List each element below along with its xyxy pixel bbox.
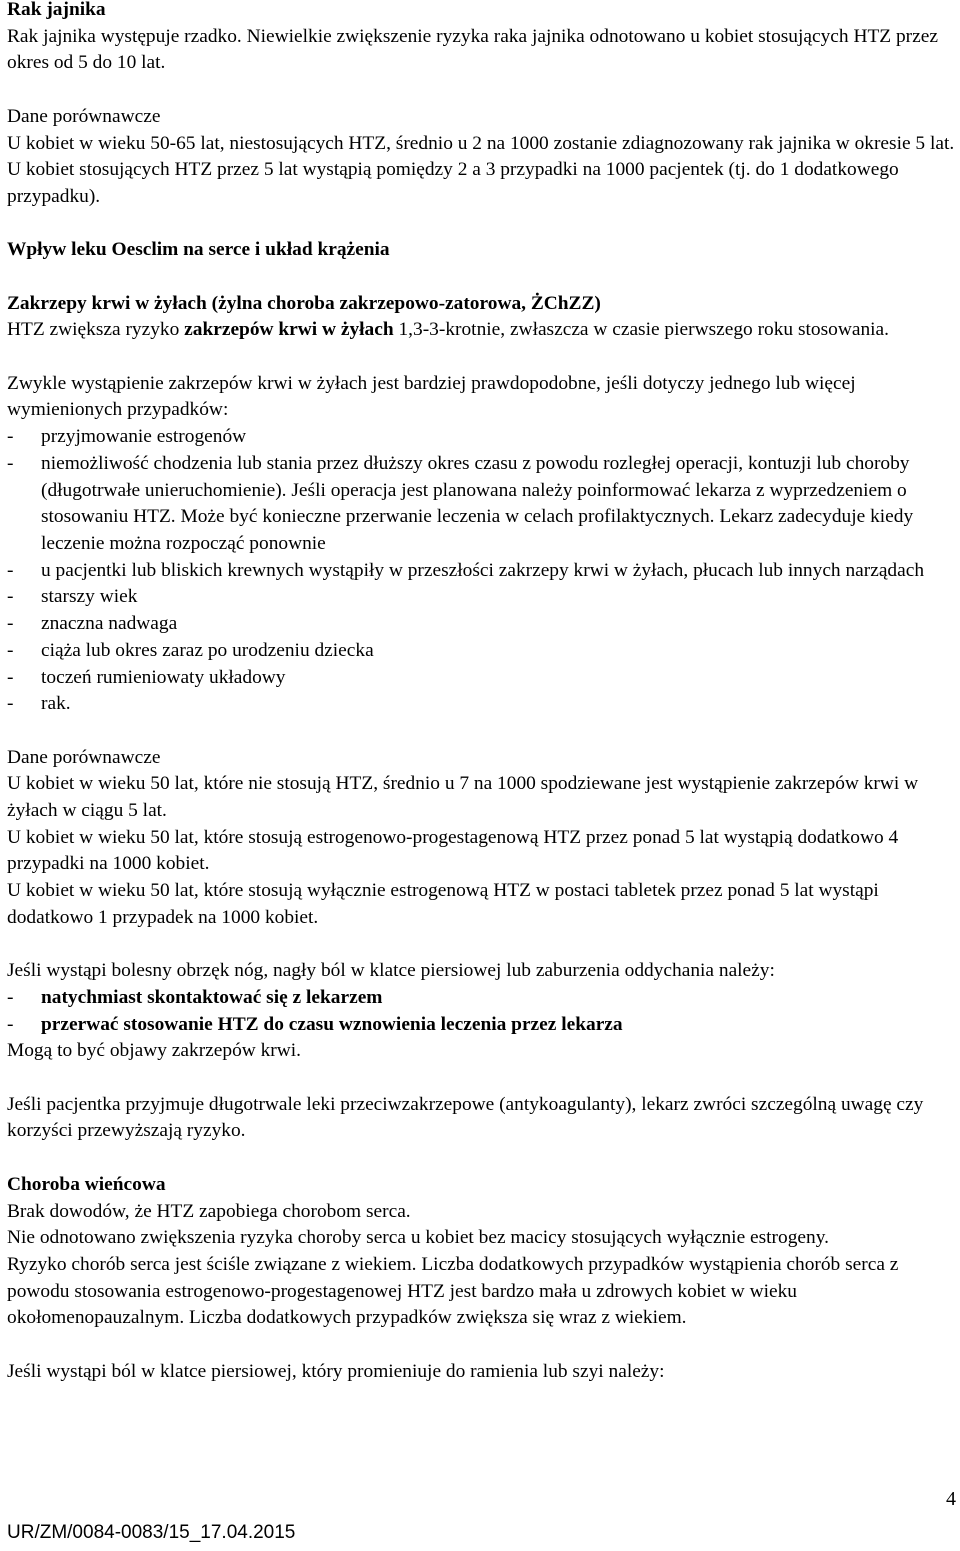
list-dash: -: [7, 452, 14, 474]
list-dash: -: [7, 426, 14, 448]
clots-compare-line: U kobiet w wieku 50 lat, które stosują estrogenowo-progestagenową HTZ przez ponad 5 lat wystąpią dodatkowo 4 przypadki na 1000 kobiet.: [7, 826, 899, 875]
list-dash: -: [7, 1013, 14, 1035]
risk-item: u pacjentki lub bliskich krewnych wystąpiły w przeszłości zakrzepy krwi w żyłach, płucach lub innych narządach: [41, 559, 925, 581]
risk-item: znaczna nadwaga: [41, 613, 178, 635]
clots-compare-heading: Dane porównawcze: [7, 746, 161, 768]
risk-item: rak.: [41, 693, 71, 715]
action-item: natychmiast skontaktować się z lekarzem: [41, 986, 383, 1008]
clots-intro-before: HTZ zwiększa ryzyko: [7, 319, 185, 341]
list-item: [7, 611, 957, 638]
symptoms-note: Mogą to być objawy zakrzepów krwi.: [7, 1040, 302, 1062]
action-item: przerwać stosowanie HTZ do czasu wznowienia leczenia przez lekarza: [41, 1013, 623, 1035]
ovarian-compare-text: U kobiet w wieku 50-65 lat, niestosujących HTZ, średnio u 2 na 1000 zostanie zdiagnozowany rak jajnika w okresie 5 lat. U kobiet stosujących HTZ przez 5 lat wystąpią pomiędzy 2 a 3 przypadki na 1000 pacjentek (tj. do 1 dodatkowego przypadku).: [7, 132, 955, 207]
list-dash: -: [7, 639, 14, 661]
risk-intro: Zwykle wystąpienie zakrzepów krwi w żyłach jest bardziej prawdopodobne, jeśli dotyczy jednego lub więcej wymienionych przypadków:: [7, 372, 856, 421]
risk-item: przyjmowanie estrogenów: [41, 426, 247, 448]
risk-item: starszy wiek: [41, 586, 138, 608]
list-dash: -: [7, 986, 14, 1008]
clots-heading: Zakrzepy krwi w żyłach (żylna choroba zakrzepowo-zatorowa, ŻChZZ): [7, 292, 601, 314]
coronary-heading: Choroba wieńcowa: [7, 1173, 166, 1195]
list-dash: -: [7, 586, 14, 608]
coronary-line: Nie odnotowano zwiększenia ryzyka choroby serca u kobiet bez macicy stosujących wyłącznie estrogeny.: [7, 1227, 829, 1249]
risk-item: ciąża lub okres zaraz po urodzeniu dziecka: [41, 639, 374, 661]
chest-pain-instruction: Jeśli wystąpi ból w klatce piersiowej, który promieniuje do ramienia lub szyi należy:: [7, 1360, 665, 1382]
anticoagulant-note: Jeśli pacjentka przyjmuje długotrwale leki przeciwzakrzepowe (antykoagulanty), lekarz zwróci szczególną uwagę czy korzyści przewyższają ryzyko.: [7, 1093, 924, 1142]
heart-section-heading: Wpływ leku Oesclim na serce i układ krążenia: [7, 239, 390, 261]
page-number: 4: [946, 1488, 956, 1510]
risk-item: niemożliwość chodzenia lub stania przez dłuższy okres czasu z powodu rozległej operacji, kontuzji lub choroby (długotrwałe unieruchomienie). Jeśli operacja jest planowana należy poinformować lekarza z wyprzedzeniem o stosowaniu HTZ. Może być konieczne przerwanie leczenia w celach profilaktycznych. Lekarz zadecyduje kiedy leczenie można rozpocząć ponownie: [41, 452, 914, 554]
list-item: [7, 638, 957, 665]
coronary-line: Brak dowodów, że HTZ zapobiega chorobom serca.: [7, 1200, 411, 1222]
ovarian-cancer-heading: Rak jajnika: [7, 0, 106, 20]
list-item: [7, 424, 957, 451]
clots-intro-bold: zakrzepów krwi w żyłach: [184, 319, 394, 341]
clots-compare-line: U kobiet w wieku 50 lat, które stosują wyłącznie estrogenową HTZ w postaci tabletek przez ponad 5 lat wystąpi dodatkowo 1 przypadek na 1000 kobiet.: [7, 880, 879, 928]
ovarian-compare-heading: Dane porównawcze: [7, 105, 161, 127]
list-dash: -: [7, 666, 14, 688]
list-dash: -: [7, 613, 14, 635]
ovarian-cancer-text: Rak jajnika występuje rzadko. Niewielkie zwiększenie ryzyka raka jajnika odnotowano u kobiet stosujących HTZ przez okres od 5 do 10 lat.: [7, 25, 938, 74]
document-page: [7, 0, 957, 1385]
list-item: [7, 558, 957, 585]
document-code: UR/ZM/0084-0083/15_17.04.2015: [7, 1522, 296, 1543]
coronary-line: Ryzyko chorób serca jest ściśle związane z wiekiem. Liczba dodatkowych przypadków wystąpienia chorób serca z powodu stosowania estrogenowo-progestagenowej HTZ jest bardzo mała u zdrowych kobiet w wieku okołomenopauzalnym. Liczba dodatkowych przypadków zwiększa się wraz z wiekiem.: [7, 1253, 899, 1329]
list-item: [7, 584, 957, 611]
clots-intro-after: 1,3-3-krotnie, zwłaszcza w czasie pierwszego roku stosowania.: [393, 319, 889, 341]
list-dash: -: [7, 559, 14, 581]
list-item: [7, 985, 957, 1012]
list-item: [7, 451, 957, 558]
list-dash: -: [7, 693, 14, 715]
list-item: [7, 665, 957, 692]
symptoms-intro: Jeśli wystąpi bolesny obrzęk nóg, nagły ból w klatce piersiowej lub zaburzenia oddychania należy:: [7, 960, 775, 982]
clots-intro: [7, 317, 957, 344]
list-item: [7, 691, 957, 718]
clots-compare-line: U kobiet w wieku 50 lat, które nie stosują HTZ, średnio u 7 na 1000 spodziewane jest wystąpienie zakrzepów krwi w żyłach w ciągu 5 lat.: [7, 773, 919, 822]
risk-item: toczeń rumieniowaty układowy: [41, 666, 286, 688]
list-item: [7, 1012, 957, 1039]
